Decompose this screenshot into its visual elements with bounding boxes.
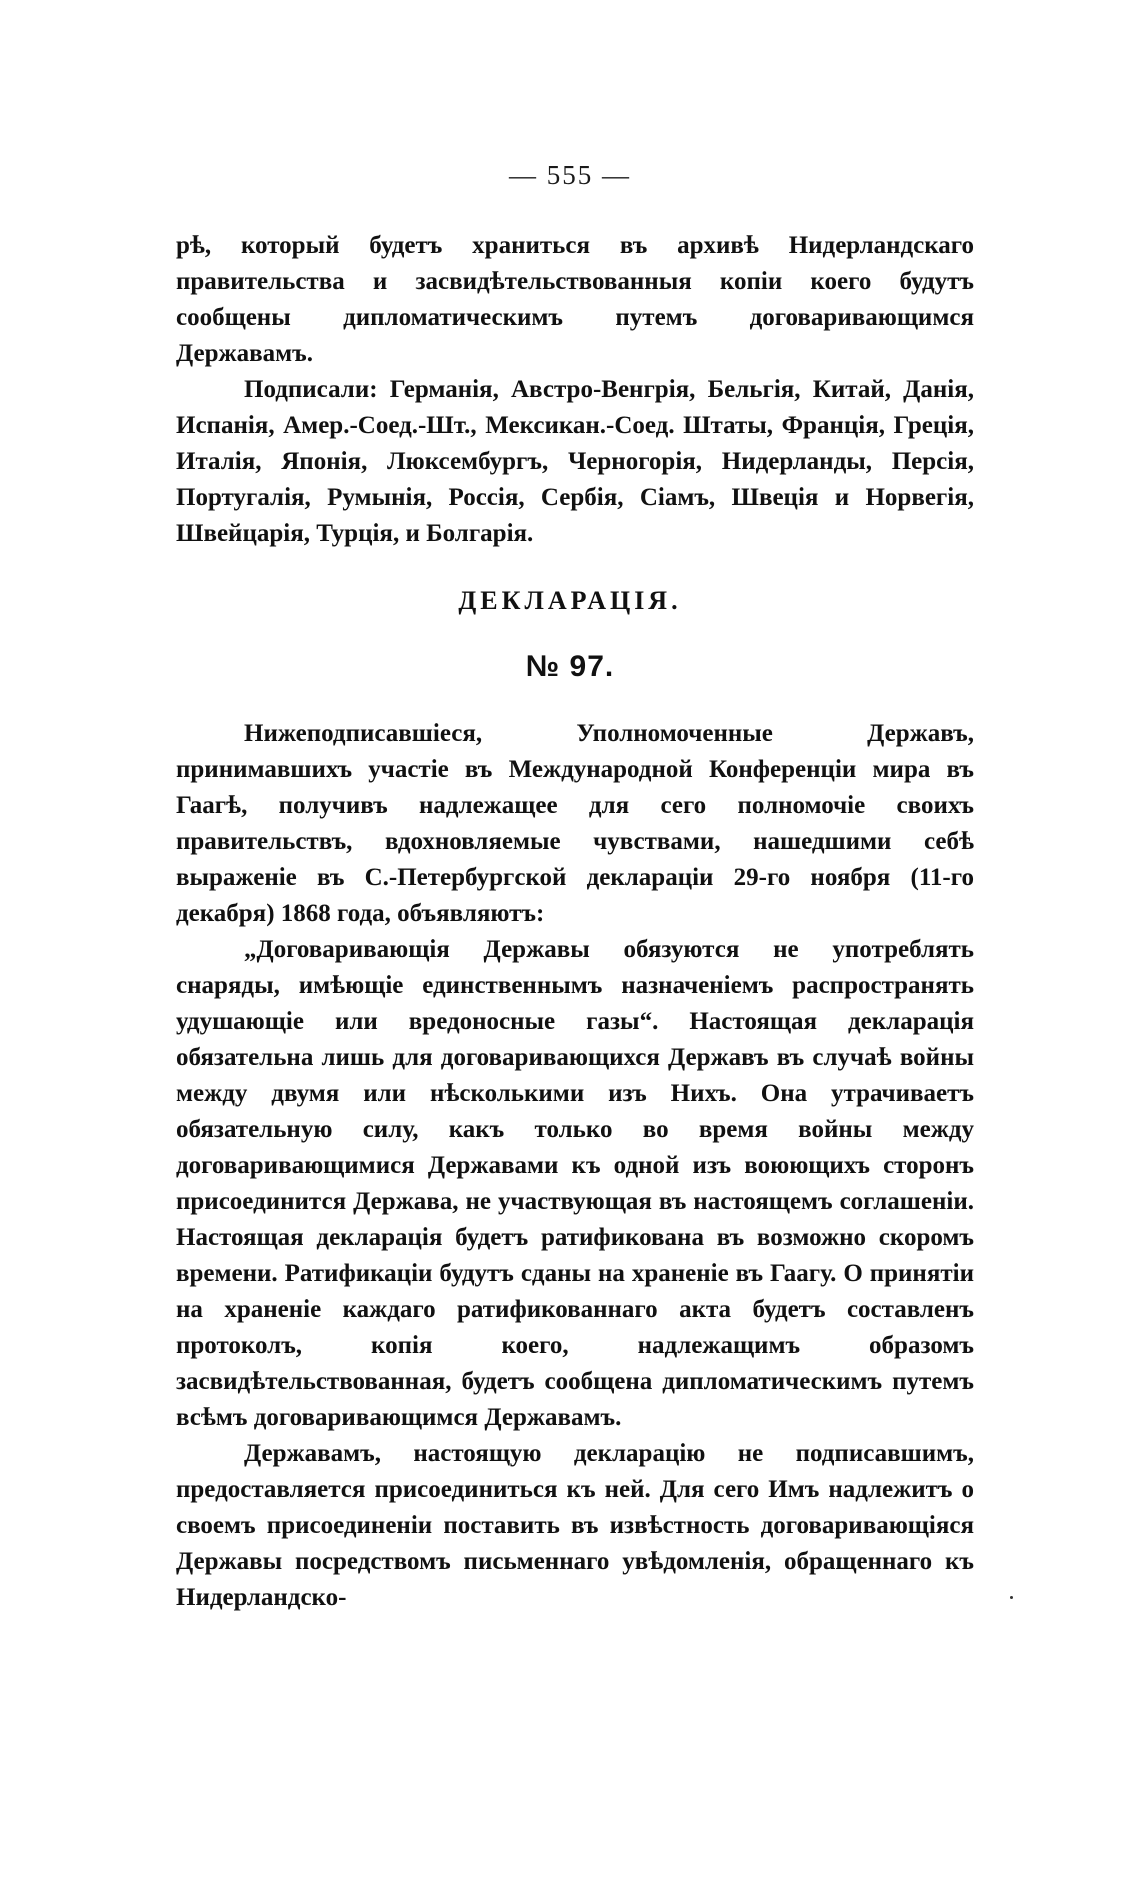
page-number: — 555 —: [509, 160, 631, 190]
declaration-paragraph-accession: Державамъ, настоящую декларацію не подписавшимъ, предоставляется присоединиться къ ней. Для сего Имъ надлежитъ о своемъ присоединеніи поставить въ извѣстность договаривающіяся Державы посредствомъ письменнаго увѣдомленія, обращеннаго къ Нидерландско-: [176, 1440, 974, 1611]
speck-mark: [1010, 1596, 1013, 1599]
declaration-paragraph-main: „Договаривающія Державы обязуются не употреблять снаряды, имѣющіе единственнымъ назначеніемъ распространять удушающіе или вредоносные газы“. Настоящая декларація обязательна лишь для договаривающихся Державъ въ случаѣ войны между двумя или нѣсколькими изъ Нихъ. Она утрачиваетъ обязательную силу, какъ только во время войны между договаривающимися Державами къ одной изъ воюющихъ сторонъ присоединится Держава, не участвующая въ настоящемъ соглашеніи. Настоящая декларація будетъ ратификована въ возможно скоромъ времени. Ратификаціи будутъ сданы на храненіе въ Гаагу. О принятіи на храненіе каждаго ратификованнаго акта будетъ составленъ протоколъ, копія коего, надлежащимъ образомъ засвидѣтельствованная, будетъ сообщена дипломатическимъ путемъ всѣмъ договаривающимся Державамъ.: [176, 936, 974, 1431]
declaration-body: [176, 716, 974, 1616]
declaration-number: № 97.: [525, 650, 615, 683]
declaration-paragraph-intro: Нижеподписавшіеся, Уполномоченные Державъ, принимавшихъ участіе въ Международной Конференціи мира въ Гаагѣ, получивъ надлежащее для сего полномочіе своихъ правительствъ, вдохновляемые чувствами, нашедшими себѣ выраженіе въ С.-Петербургской декларацiи 29-го ноября (11-го декабря) 1868 года, объявляютъ:: [176, 720, 974, 927]
declaration-title: ДЕКЛАРАЦІЯ.: [458, 586, 682, 615]
top-paragraph-continuation: рѣ, который будетъ храниться въ архивѣ Нидерландскаго правительства и засвидѣтельствованныя копіи коего будутъ сообщены дипломатическимъ путемъ договаривающимся Державамъ.: [176, 232, 974, 367]
signatories-paragraph: Подписали: Германія, Австро-Венгрія, Бельгія, Китай, Данія, Испанія, Амер.-Соед.-Шт., Мексикан.-Соед. Штаты, Франція, Греція, Италія, Японія, Люксембургъ, Черногорія, Нидерланды, Персія, Португалія, Румынія, Россія, Сербія, Сіамъ, Швеція и Норвегія, Швейцарія, Турція, и Болгарія.: [176, 376, 974, 547]
top-section: [176, 228, 974, 552]
